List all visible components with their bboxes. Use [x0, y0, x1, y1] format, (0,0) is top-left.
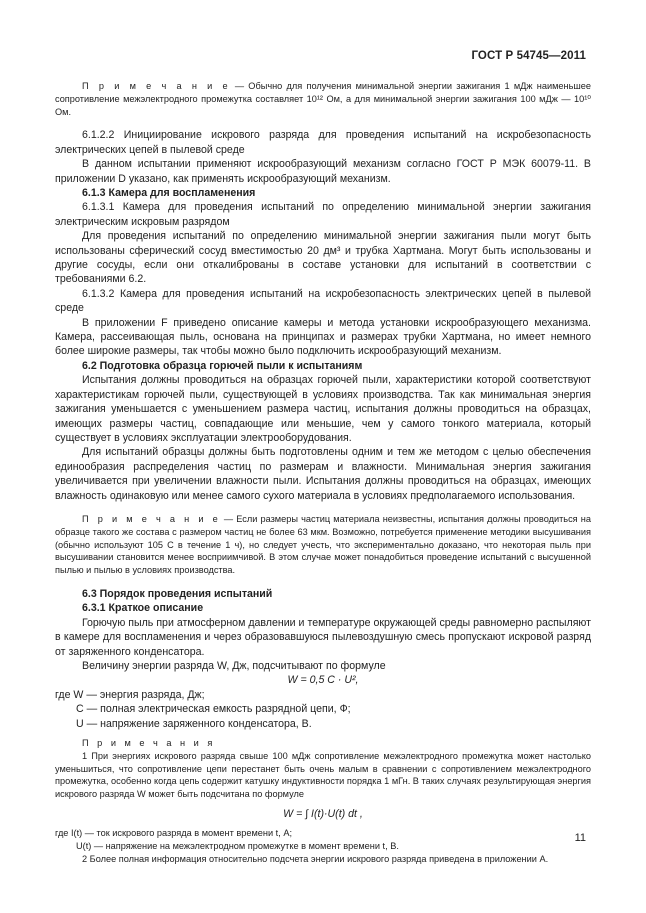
notes-heading: П р и м е ч а н и я — [82, 738, 216, 748]
where-list-1 — [55, 688, 591, 731]
note-intro — [55, 80, 591, 118]
formula-text: W = 0,5 C · U², — [287, 674, 359, 687]
heading-6-1-3: 6.1.3 Камера для воспламенения — [82, 187, 256, 200]
note-text: — Если размеры частиц материала неизвестны, испытания должны проводиться на образце такого же состава с размером частиц не более 63 мкм. Возможно, потребуется применение методики высушивания (обычно используют 105 С в течение 1 ч), но следует учесть, что экспериментально доказано, что некоторая пыль при высушивании становится менее восприимчивой. В этом случае может понадобиться проведение испытаний с высушенной пылью и пылью в условиях производства. — [55, 513, 591, 576]
note-text: — Обычно для получения минимальной энергии зажигания 1 мДж наименьшее сопротивление межэлектродного промежутка составляет 10¹² Ом, а для минимальной энергии зажигания 100 мДж — 10¹⁰ Ом. — [55, 81, 591, 117]
paragraph-6-1-3-1-body: Для проведения испытаний по определению минимальной энергии зажигания пыли могут быть использованы сферический сосуд вместимостью 20 дм³ и трубка Хартмана. Могут быть использованы и другие сосуды, если они откалиброваны в составе установки для испытаний в соответствии с требованиями 6.2. — [55, 230, 591, 286]
formula-integral — [55, 807, 591, 821]
heading-6-3: 6.3 Порядок проведения испытаний — [82, 587, 273, 600]
page-content — [55, 80, 591, 866]
heading-6-3-1: 6.3.1 Краткое описание — [82, 602, 204, 615]
paragraph-6-3-1: Горючую пыль при атмосферном давлении и температуре окружающей среды равномерно распыляют в камере для воспламенения и через образовавшуюся пылевоздушную смесь пропускают искровой разряд от заряженного конденсатора. — [55, 616, 591, 658]
paragraph-6-1-2-2-body: В данном испытании применяют искрообразующий механизм согласно ГОСТ Р МЭК 60079-11. В приложении D указано, как применять искрообразующий механизм. — [55, 158, 591, 185]
page-number: 11 — [574, 832, 586, 844]
note-1: 1 При энергиях искрового разряда свыше 100 мДж сопротивление межэлектродного промежутка может настолько уменьшиться, что сопротивление цепи перестанет быть очень малым в сравнении с сопротивлением межэлектродного промежутка, особенно когда цепь содержит катушку индуктивности порядка 1 мГн. В таких случаях результирующая энергия искрового разряда W может быть подсчитана по формуле — [55, 750, 591, 800]
standard-header: ГОСТ Р 54745—2011 — [471, 50, 586, 62]
note-label: П р и м е ч а н и е — [82, 513, 221, 524]
formula-text: W = ∫ I(t)·U(t) dt , — [283, 807, 363, 820]
note-2: 2 Более полная информация относительно подсчета энергии искрового разряда приведена в приложении А. — [82, 853, 549, 864]
where-item: U — напряжение заряженного конденсатора, В. — [76, 717, 312, 730]
paragraph-6-1-3-2-body: В приложении F приведено описание камеры и метода установки искрообразующего механизма. Камера, рассеивающая пыль, основана на принципах и размерах трубки Хартмана, но имеет немного более широкие размеры, так чтобы можно было подключить искрообразующий механизм. — [55, 316, 591, 358]
paragraph-6-1-3-1: 6.1.3.1 Камера для проведения испытаний по определению минимальной энергии зажигания электрическим искровым разрядом — [55, 201, 591, 228]
paragraph-6-2-a: Испытания должны проводиться на образцах горючей пыли, характеристики которой соответствуют характеристикам горючей пыли, существующей в условиях производства. Так как минимальная энергия зажигания уменьшается с уменьшением размера частиц, испытания должны проводиться на образцах, имеющих размеры частиц, совпадающие или меньшие, чем у самого тонкого материала, который существует в условиях эксплуатации электрооборудования. — [55, 374, 591, 444]
where-item: C — полная электрическая емкость разрядной цепи, Ф; — [76, 703, 351, 716]
where-list-2 — [55, 827, 591, 853]
paragraph-energy: Величину энергии разряда W, Дж, подсчитывают по формуле — [82, 659, 386, 672]
paragraph-6-1-2-2: 6.1.2.2 Инициирование искрового разряда для проведения испытаний на искробезопасность электрических цепей в пылевой среде — [55, 129, 591, 156]
note-label: П р и м е ч а н и е — [82, 81, 231, 91]
paragraph-6-2-b: Для испытаний образцы должны быть подготовлены одним и тем же методом с целью обеспечения единообразия распределения частиц по размерам и влажности. Минимальная энергия зажигания увеличивается при увеличении влажности пыли. Испытания должны проводиться на образцах, имеющих влажность одинаковую или менее самого сухого материала в условиях предполагаемого использования. — [55, 446, 591, 502]
formula-energy — [55, 673, 591, 687]
paragraph-6-1-3-2: 6.1.3.2 Камера для проведения испытаний на искробезопасность электрических цепей в пылевой среде — [55, 287, 591, 315]
heading-6-2: 6.2 Подготовка образца горючей пыли к испытаниям — [82, 359, 363, 372]
where-item: U(t) — напряжение на межэлектродном промежутке в момент времени t, В. — [76, 841, 399, 852]
where-item: где I(t) — ток искрового разряда в момент времени t, А; — [55, 828, 293, 839]
note-6-2 — [55, 513, 591, 577]
where-item: где W — энергия разряда, Дж; — [55, 688, 205, 701]
